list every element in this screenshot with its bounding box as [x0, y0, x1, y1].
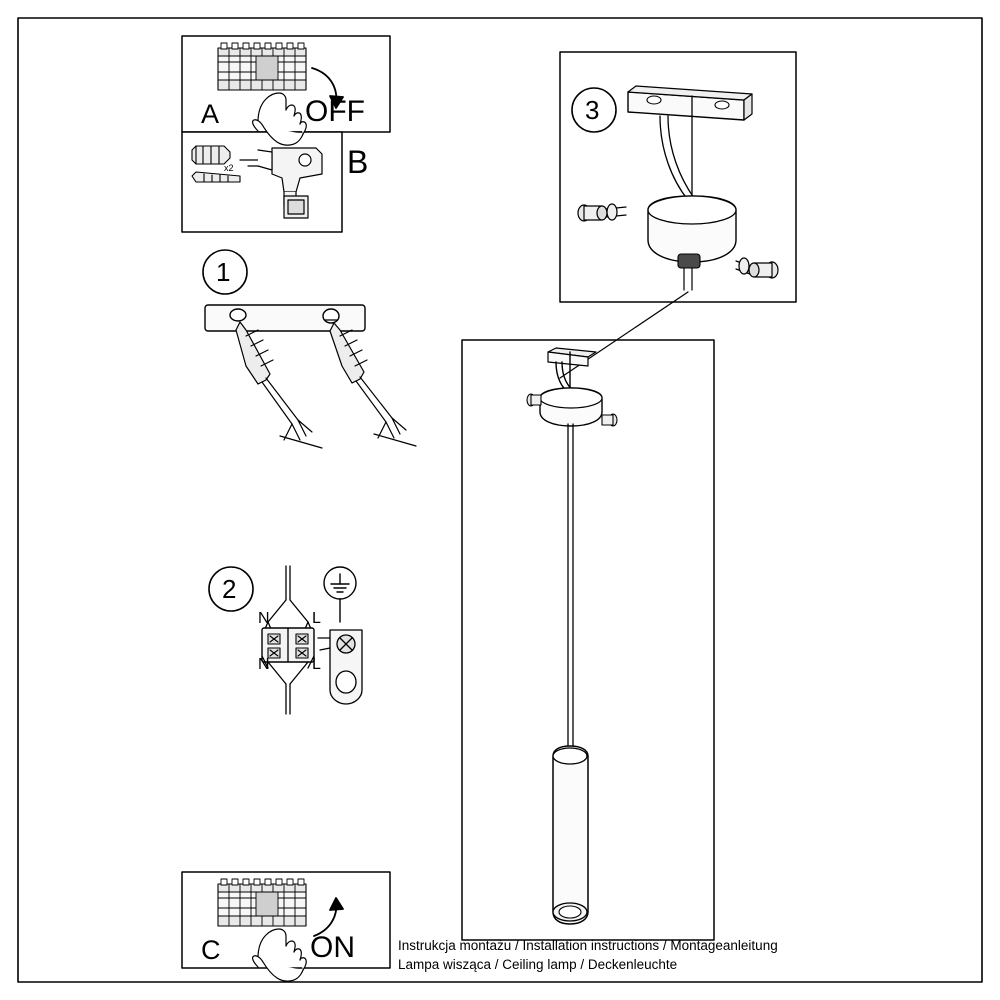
step-a-action-label: OFF — [305, 95, 365, 128]
step-1-label: 1 — [216, 257, 231, 287]
fuse-box-icon-c — [218, 879, 306, 926]
step-b-label: B — [347, 144, 369, 180]
caption-line-1: Instrukcja montażu / Installation instructions / Montageanleitung — [398, 938, 778, 953]
fuse-box-icon-a — [218, 43, 306, 90]
step-2-label: 2 — [222, 574, 237, 604]
terminal-wiring-illustration — [262, 566, 314, 714]
step-c-action-label: ON — [310, 931, 355, 964]
ceiling-bracket-illustration — [205, 305, 416, 448]
terminal-label-n-bottom: N — [258, 656, 270, 673]
terminal-label-n-top: N — [258, 610, 270, 627]
step-a-label: A — [201, 99, 220, 129]
earth-terminal-icon — [318, 630, 362, 704]
step-c-label: C — [201, 935, 221, 965]
step-3-label: 3 — [585, 95, 600, 125]
terminal-label-l-bottom: L — [312, 656, 321, 673]
terminal-label-l-top: L — [312, 610, 321, 627]
caption-line-2: Lampa wisząca / Ceiling lamp / Deckenleuchte — [398, 957, 678, 972]
earth-ground-icon — [324, 567, 356, 622]
wall-plug-icon — [192, 146, 230, 164]
step-b-quantity-label: x2 — [224, 163, 234, 173]
